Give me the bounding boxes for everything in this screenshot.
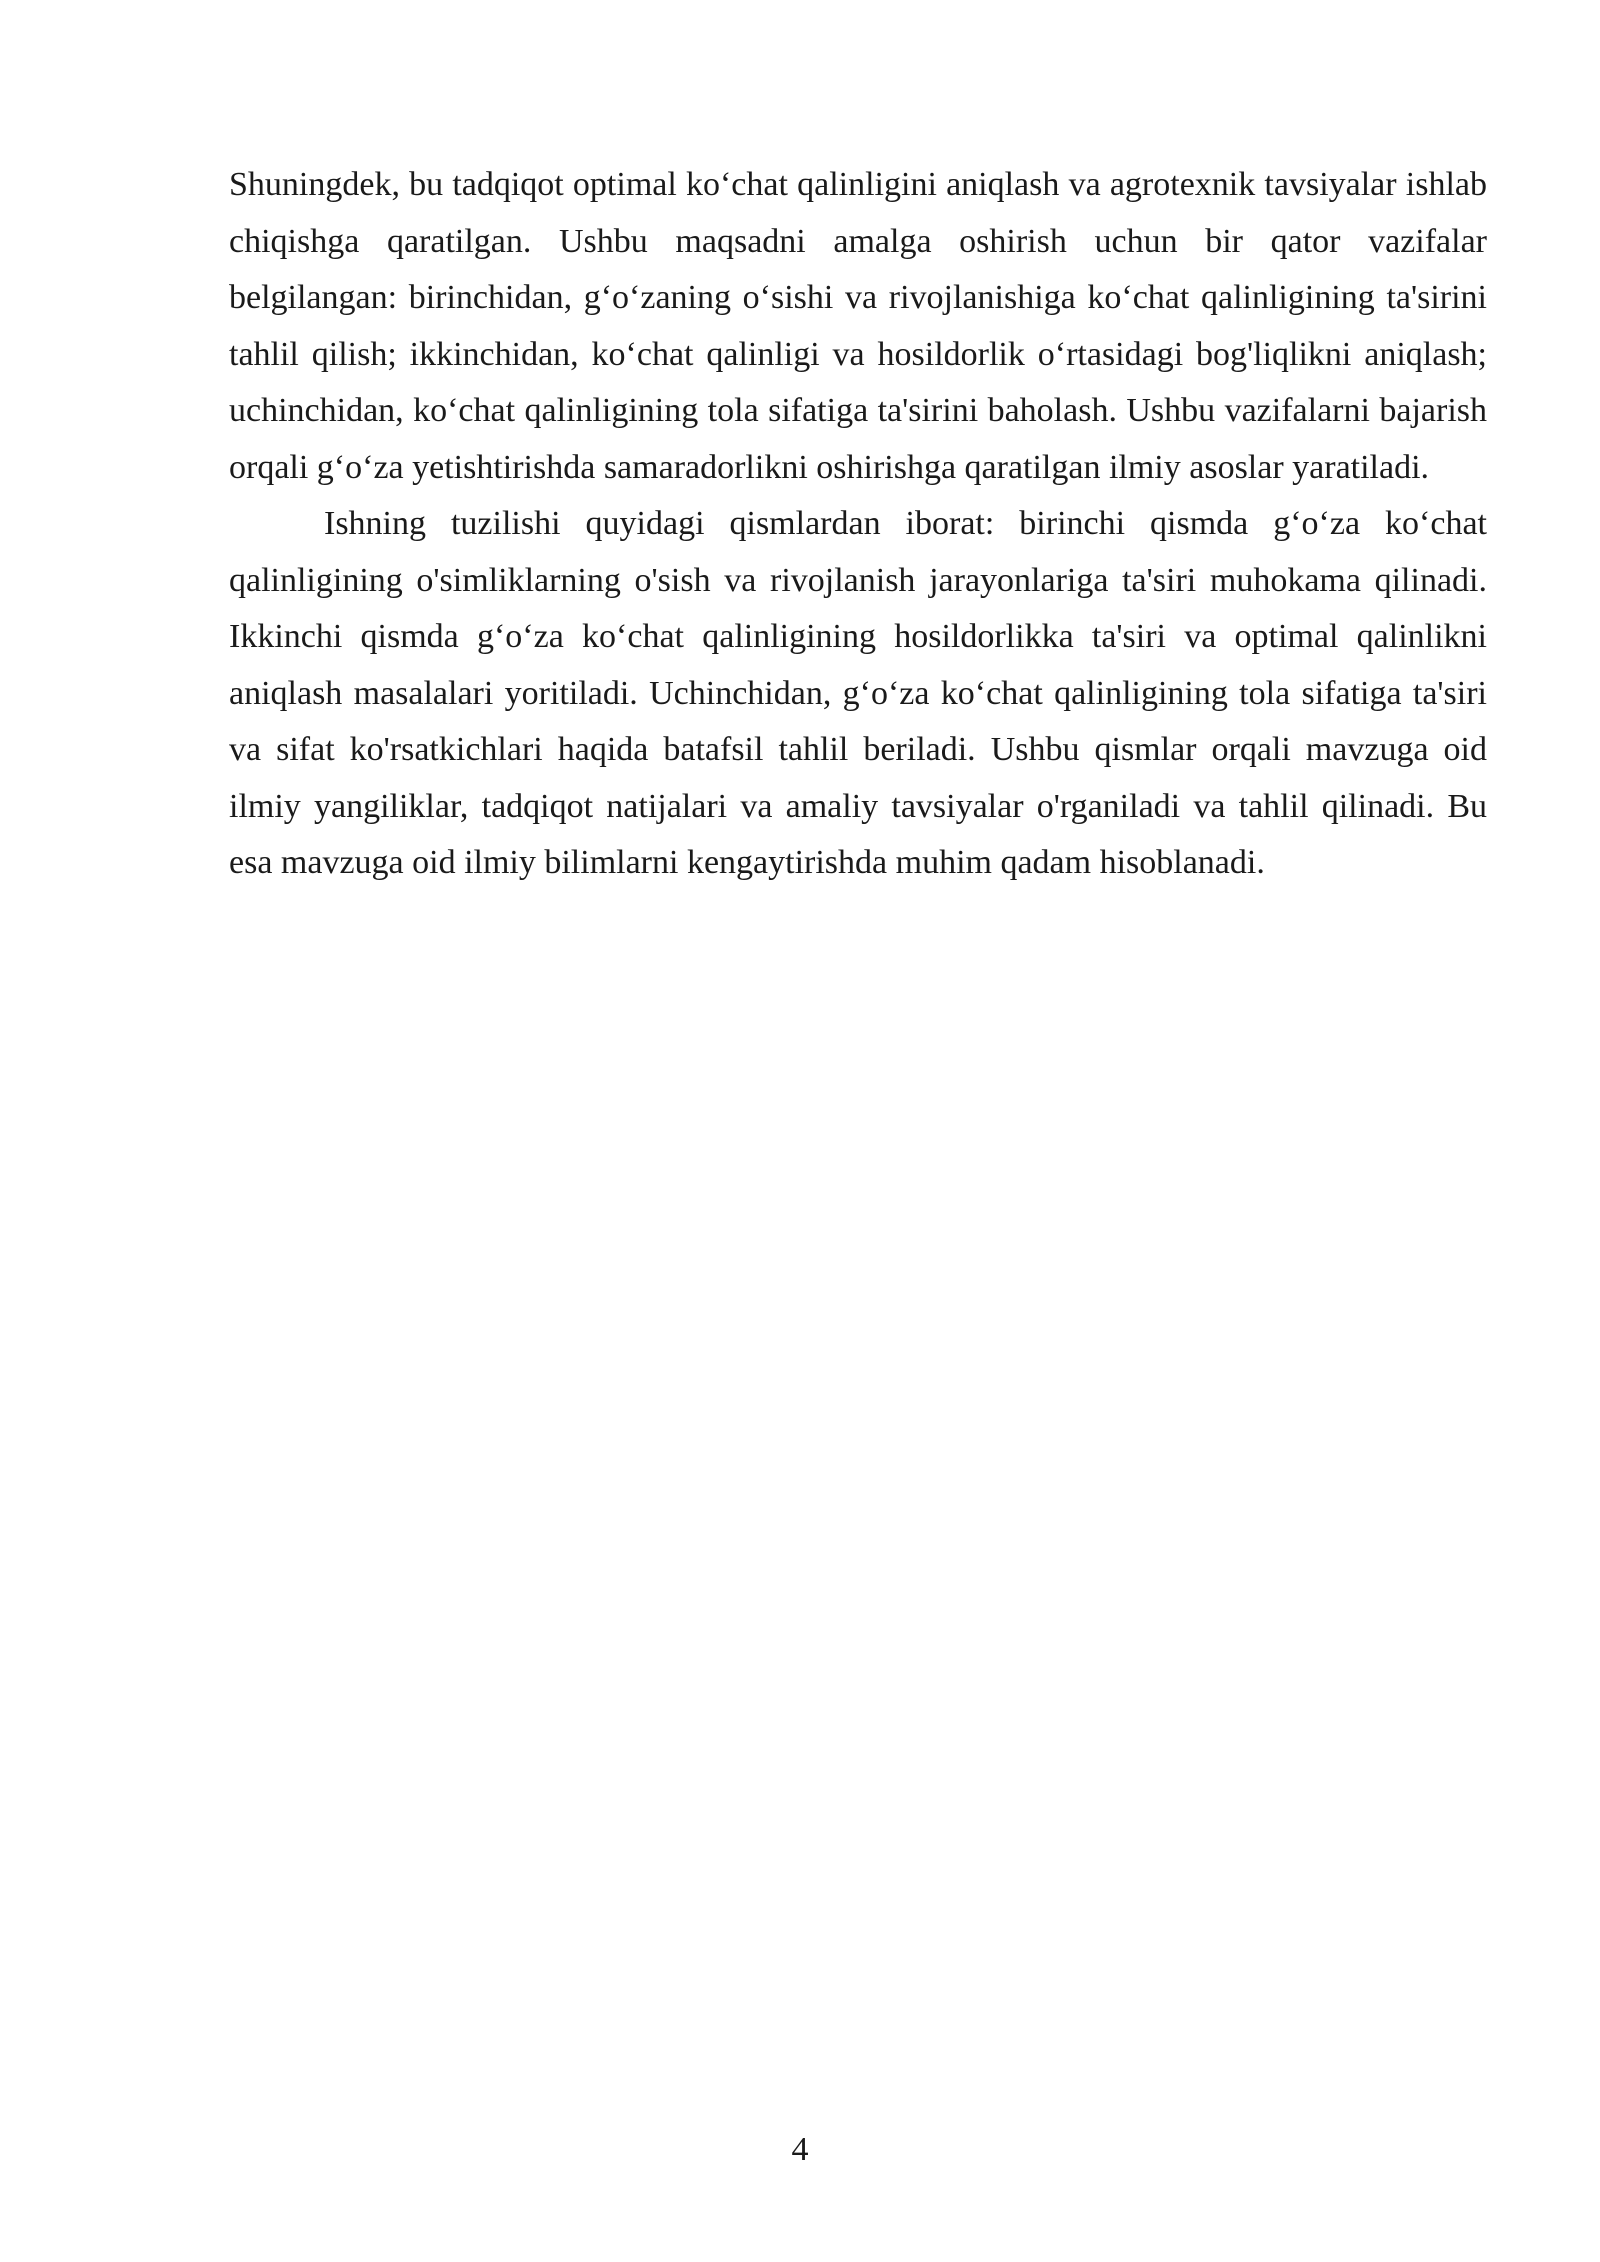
- body-text: [229, 157, 1487, 892]
- paragraph-1: Shuningdek, bu tadqiqot optimal ko‘chat qalinligini aniqlash va agrotexnik tavsiyalar ishlab chiqishga qaratilgan. Ushbu maqsadni amalga oshirish uchun bir qator vazifalar belgilangan: birinchidan, g‘o‘zaning o‘sishi va rivojlanishiga ko‘chat qalinligining ta'sirini tahlil qilish; ikkinchidan, ko‘chat qalinligi va hosildorlik o‘rtasidagi bog'liqlikni aniqlash; uchinchidan, ko‘chat qalinligining tola sifatiga ta'sirini baholash. Ushbu vazifalarni bajarish orqali g‘o‘za yetishtirishda samaradorlikni oshirishga qaratilgan ilmiy asoslar yaratiladi.: [229, 166, 1487, 486]
- page-number: 4: [791, 2131, 809, 2168]
- paragraph-2: Ishning tuzilishi quyidagi qismlardan iborat: birinchi qismda g‘o‘za ko‘chat qalinligining o'simliklarning o'sish va rivojlanish jarayonlariga ta'siri muhokama qilinadi. Ikkinchi qismda g‘o‘za ko‘chat qalinligining hosildorlikka ta'siri va optimal qalinlikni aniqlash masalalari yoritiladi. Uchinchidan, g‘o‘za ko‘chat qalinligining tola sifatiga ta'siri va sifat ko'rsatkichlari haqida batafsil tahlil beriladi. Ushbu qismlar orqali mavzuga oid ilmiy yangiliklar, tadqiqot natijalari va amaliy tavsiyalar o'rganiladi va tahlil qilinadi. Bu esa mavzuga oid ilmiy bilimlarni kengaytirishda muhim qadam hisoblanadi.: [229, 505, 1487, 881]
